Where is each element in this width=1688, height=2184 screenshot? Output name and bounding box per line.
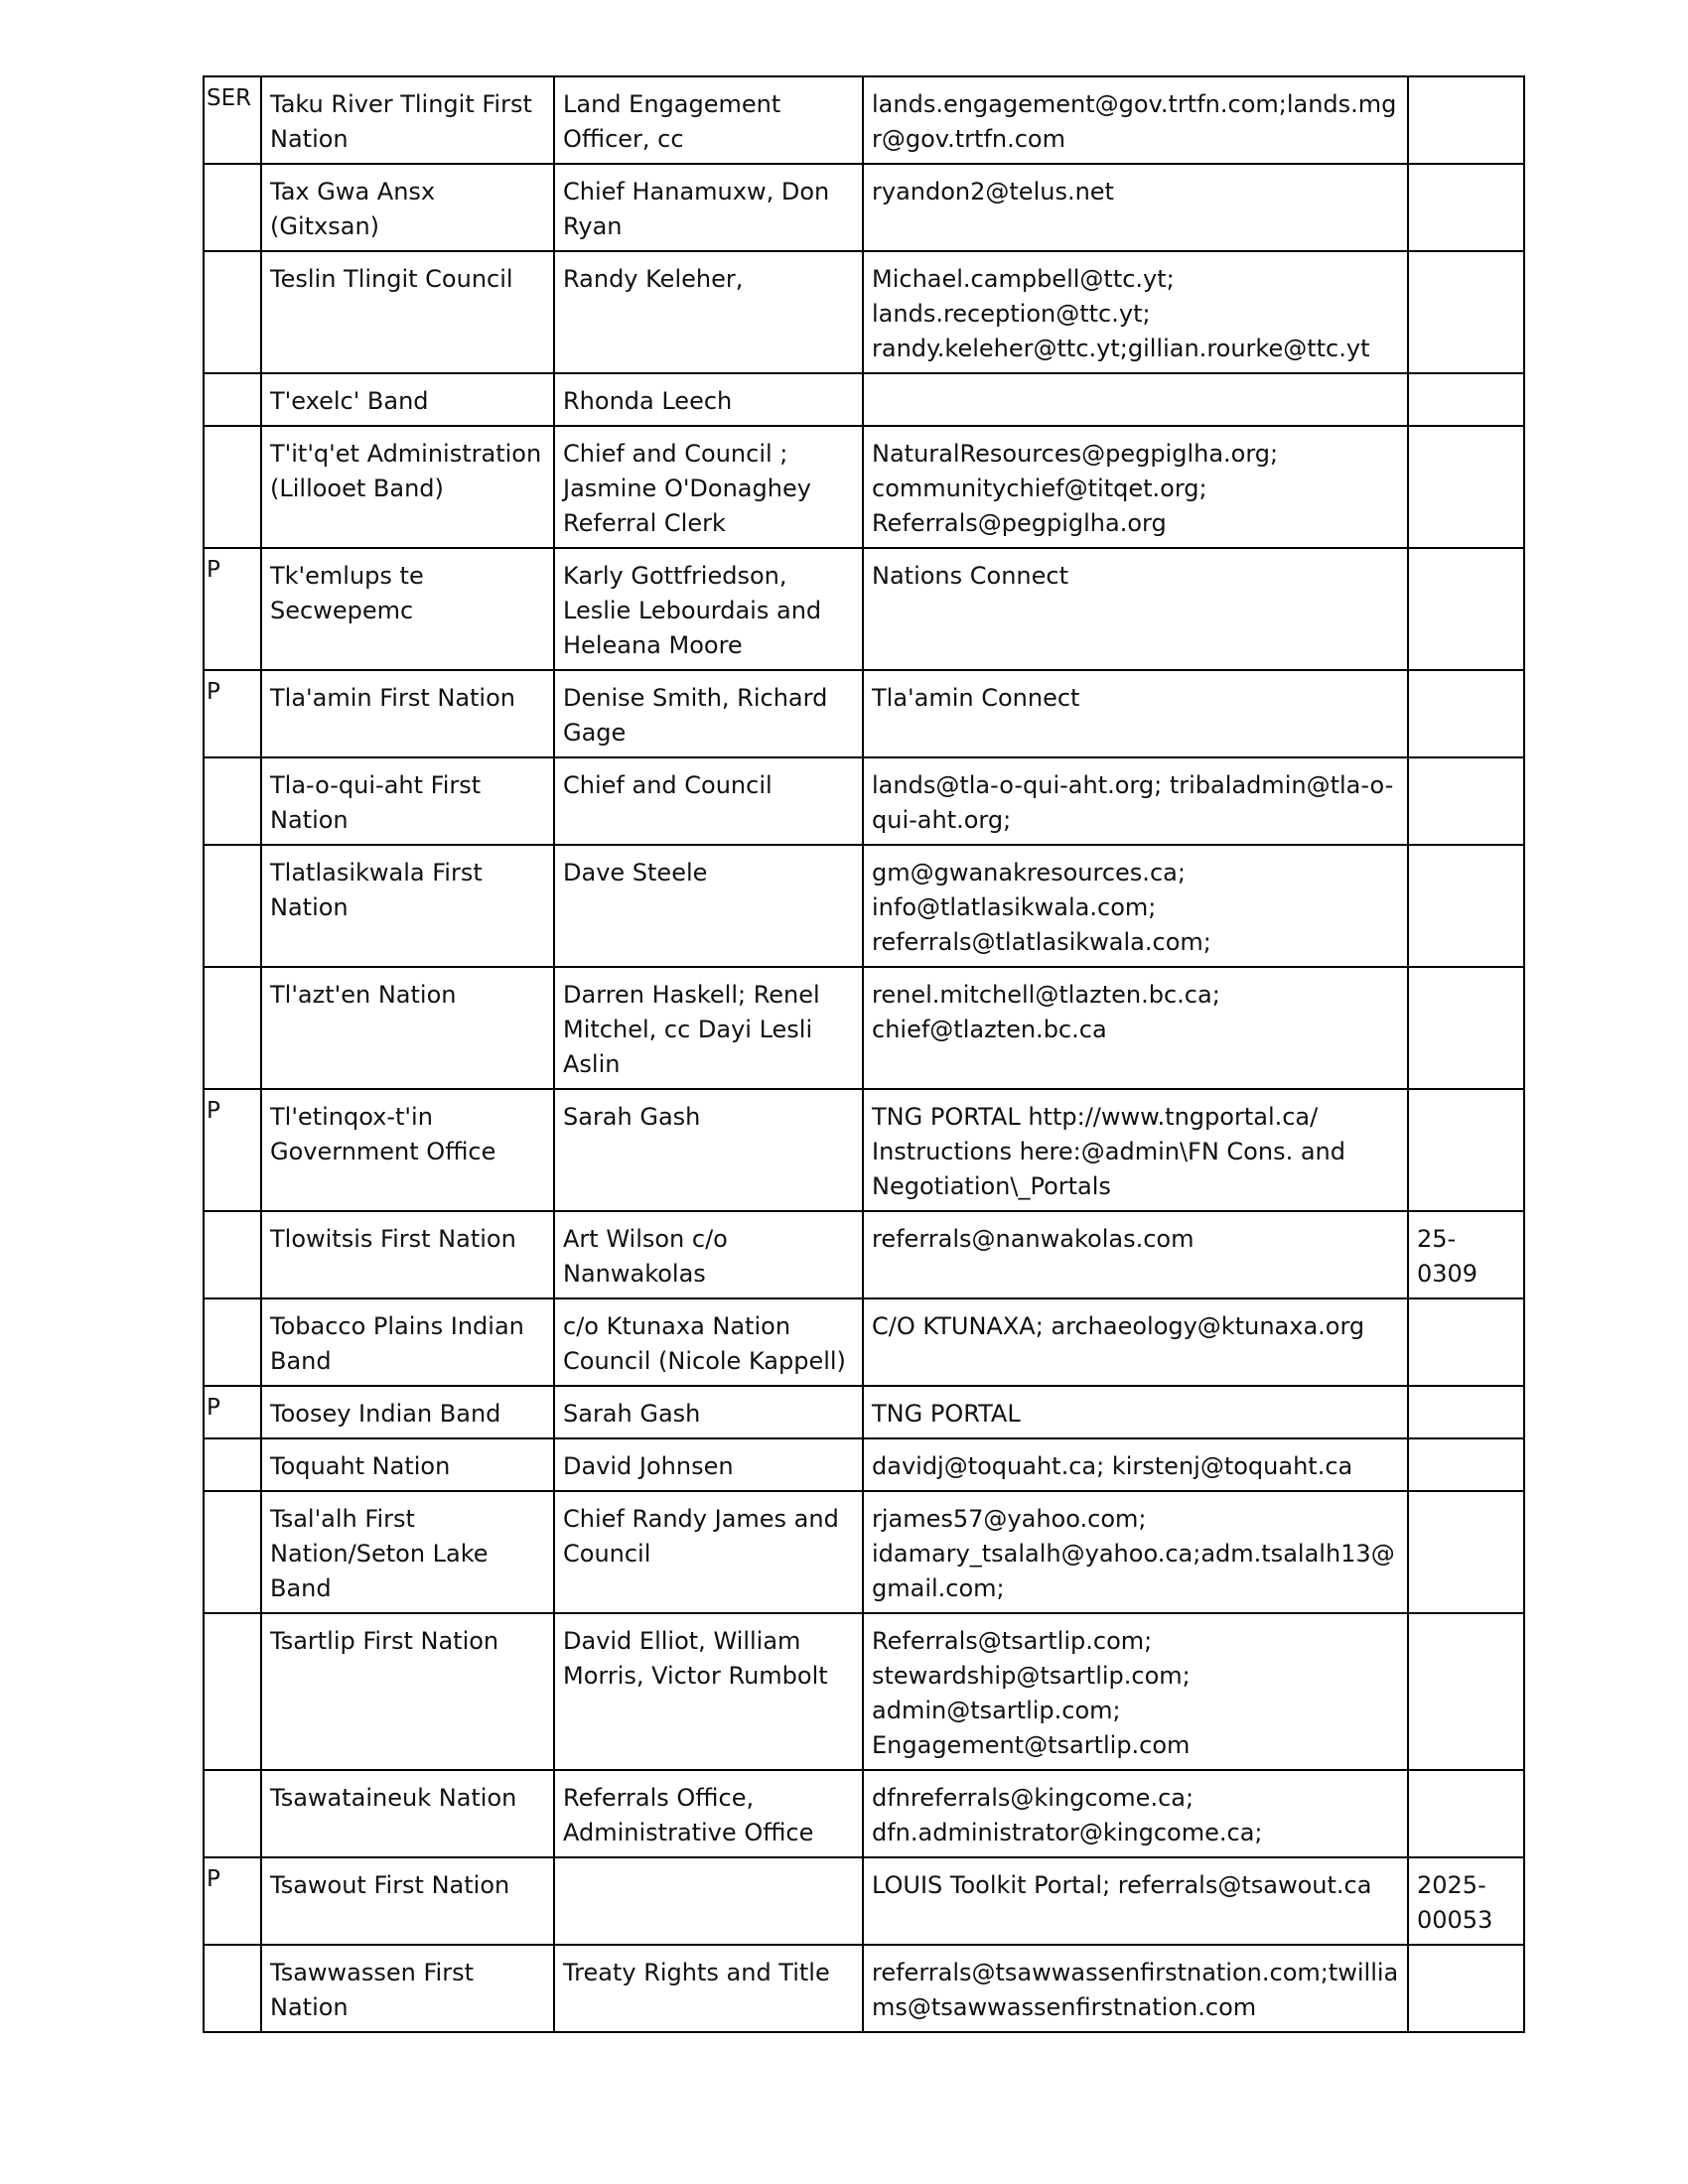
email-cell: TNG PORTAL http://www.tngportal.ca/ Instructions here:@admin\FN Cons. and Negotiation\_Portals (863, 1089, 1408, 1211)
nation-name-cell: Tsartlip First Nation (261, 1613, 554, 1770)
table-row (204, 1770, 1524, 1857)
table-row (204, 373, 1524, 426)
contact-person-cell: Rhonda Leech (554, 373, 863, 426)
reference-number-cell (1408, 426, 1524, 548)
email-cell: lands.engagement@gov.trtfn.com;lands.mgr@gov.trtfn.com (863, 76, 1408, 164)
email-cell: renel.mitchell@tlazten.bc.ca; chief@tlazten.bc.ca (863, 967, 1408, 1089)
status-flag-cell (204, 845, 261, 967)
reference-number-cell (1408, 1945, 1524, 2032)
reference-number-cell (1408, 845, 1524, 967)
table-row (204, 1298, 1524, 1386)
table-row (204, 251, 1524, 373)
nation-name-cell: Tla'amin First Nation (261, 670, 554, 757)
table-row (204, 1491, 1524, 1613)
status-flag-cell (204, 1613, 261, 1770)
nation-name-cell: Toosey Indian Band (261, 1386, 554, 1438)
contact-person-cell: David Johnsen (554, 1438, 863, 1491)
contact-table (203, 75, 1525, 2033)
email-cell: davidj@toquaht.ca; kirstenj@toquaht.ca (863, 1438, 1408, 1491)
table-row (204, 1945, 1524, 2032)
status-flag-cell (204, 1491, 261, 1613)
nation-name-cell: Tk'emlups te Secwepemc (261, 548, 554, 670)
nation-name-cell: Tlowitsis First Nation (261, 1211, 554, 1298)
status-flag-cell (204, 251, 261, 373)
reference-number-cell: 2025-00053 (1408, 1857, 1524, 1945)
contact-person-cell: Treaty Rights and Title (554, 1945, 863, 2032)
contact-person-cell: Randy Keleher, (554, 251, 863, 373)
email-cell: Nations Connect (863, 548, 1408, 670)
reference-number-cell (1408, 967, 1524, 1089)
nation-name-cell: Tax Gwa Ansx (Gitxsan) (261, 164, 554, 251)
status-flag-cell (204, 1298, 261, 1386)
status-flag-cell (204, 1945, 261, 2032)
contact-person-cell (554, 1857, 863, 1945)
email-cell: referrals@tsawwassenfirstnation.com;twilliams@tsawwassenfirstnation.com (863, 1945, 1408, 2032)
status-flag-cell (204, 373, 261, 426)
status-flag-cell (204, 1770, 261, 1857)
nation-name-cell: Tl'etinqox-t'in Government Office (261, 1089, 554, 1211)
reference-number-cell (1408, 1770, 1524, 1857)
table-row (204, 967, 1524, 1089)
contact-person-cell: Sarah Gash (554, 1089, 863, 1211)
nation-name-cell: Tlatlasikwala First Nation (261, 845, 554, 967)
status-flag-cell (204, 426, 261, 548)
nation-name-cell: Taku River Tlingit First Nation (261, 76, 554, 164)
status-flag-cell: SER (204, 76, 261, 164)
table-row (204, 426, 1524, 548)
table-row (204, 1438, 1524, 1491)
email-cell: lands@tla-o-qui-aht.org; tribaladmin@tla-o-qui-aht.org; (863, 757, 1408, 845)
email-cell: TNG PORTAL (863, 1386, 1408, 1438)
status-flag-cell: P (204, 1386, 261, 1438)
status-flag-cell (204, 967, 261, 1089)
contact-person-cell: Art Wilson c/o Nanwakolas (554, 1211, 863, 1298)
contact-person-cell: Chief and Council ; Jasmine O'Donaghey Referral Clerk (554, 426, 863, 548)
nation-name-cell: Tsawout First Nation (261, 1857, 554, 1945)
nation-name-cell: Teslin Tlingit Council (261, 251, 554, 373)
table-row (204, 1211, 1524, 1298)
contact-person-cell: Sarah Gash (554, 1386, 863, 1438)
table-row (204, 548, 1524, 670)
contact-person-cell: Darren Haskell; Renel Mitchel, cc Dayi Lesli Aslin (554, 967, 863, 1089)
contact-person-cell: c/o Ktunaxa Nation Council (Nicole Kappell) (554, 1298, 863, 1386)
reference-number-cell (1408, 373, 1524, 426)
reference-number-cell (1408, 1386, 1524, 1438)
status-flag-cell: P (204, 1857, 261, 1945)
nation-name-cell: T'exelc' Band (261, 373, 554, 426)
email-cell (863, 373, 1408, 426)
nation-name-cell: Tsawataineuk Nation (261, 1770, 554, 1857)
status-flag-cell: P (204, 670, 261, 757)
reference-number-cell (1408, 1613, 1524, 1770)
contact-person-cell: Chief Hanamuxw, Don Ryan (554, 164, 863, 251)
status-flag-cell (204, 757, 261, 845)
reference-number-cell (1408, 757, 1524, 845)
nation-name-cell: Tl'azt'en Nation (261, 967, 554, 1089)
email-cell: gm@gwanakresources.ca; info@tlatlasikwala.com; referrals@tlatlasikwala.com; (863, 845, 1408, 967)
reference-number-cell (1408, 251, 1524, 373)
reference-number-cell (1408, 548, 1524, 670)
email-cell: rjames57@yahoo.com; idamary_tsalalh@yahoo.ca;adm.tsalalh13@gmail.com; (863, 1491, 1408, 1613)
reference-number-cell (1408, 1298, 1524, 1386)
table-row (204, 1386, 1524, 1438)
email-cell: C/O KTUNAXA; archaeology@ktunaxa.org (863, 1298, 1408, 1386)
nation-name-cell: Tla-o-qui-aht First Nation (261, 757, 554, 845)
email-cell: Michael.campbell@ttc.yt; lands.reception@ttc.yt; randy.keleher@ttc.yt;gillian.rourke@ttc.yt (863, 251, 1408, 373)
contact-person-cell: Karly Gottfriedson, Leslie Lebourdais and Heleana Moore (554, 548, 863, 670)
email-cell: ryandon2@telus.net (863, 164, 1408, 251)
reference-number-cell (1408, 164, 1524, 251)
nation-name-cell: Tsawwassen First Nation (261, 1945, 554, 2032)
nation-name-cell: Tobacco Plains Indian Band (261, 1298, 554, 1386)
status-flag-cell (204, 1211, 261, 1298)
table-row (204, 1857, 1524, 1945)
contact-person-cell: Chief Randy James and Council (554, 1491, 863, 1613)
email-cell: LOUIS Toolkit Portal; referrals@tsawout.ca (863, 1857, 1408, 1945)
nation-name-cell: Toquaht Nation (261, 1438, 554, 1491)
email-cell: referrals@nanwakolas.com (863, 1211, 1408, 1298)
table-row (204, 76, 1524, 164)
reference-number-cell (1408, 76, 1524, 164)
contact-person-cell: Land Engagement Officer, cc (554, 76, 863, 164)
contact-person-cell: Referrals Office, Administrative Office (554, 1770, 863, 1857)
contact-person-cell: David Elliot, William Morris, Victor Rumbolt (554, 1613, 863, 1770)
table-row (204, 670, 1524, 757)
status-flag-cell: P (204, 1089, 261, 1211)
table-row (204, 1613, 1524, 1770)
email-cell: Tla'amin Connect (863, 670, 1408, 757)
contact-person-cell: Dave Steele (554, 845, 863, 967)
table-row (204, 164, 1524, 251)
nation-name-cell: T'it'q'et Administration (Lillooet Band) (261, 426, 554, 548)
contact-person-cell: Denise Smith, Richard Gage (554, 670, 863, 757)
reference-number-cell (1408, 1491, 1524, 1613)
email-cell: Referrals@tsartlip.com; stewardship@tsartlip.com; admin@tsartlip.com; Engagement@tsartlip.com (863, 1613, 1408, 1770)
email-cell: dfnreferrals@kingcome.ca; dfn.administrator@kingcome.ca; (863, 1770, 1408, 1857)
table-row (204, 1089, 1524, 1211)
email-cell: NaturalResources@pegpiglha.org; communitychief@titqet.org; Referrals@pegpiglha.org (863, 426, 1408, 548)
nation-name-cell: Tsal'alh First Nation/Seton Lake Band (261, 1491, 554, 1613)
reference-number-cell (1408, 1438, 1524, 1491)
status-flag-cell (204, 164, 261, 251)
table-row (204, 845, 1524, 967)
reference-number-cell: 25-0309 (1408, 1211, 1524, 1298)
table-row (204, 757, 1524, 845)
contact-table-body (204, 76, 1524, 2032)
status-flag-cell (204, 1438, 261, 1491)
status-flag-cell: P (204, 548, 261, 670)
contact-person-cell: Chief and Council (554, 757, 863, 845)
reference-number-cell (1408, 670, 1524, 757)
reference-number-cell (1408, 1089, 1524, 1211)
